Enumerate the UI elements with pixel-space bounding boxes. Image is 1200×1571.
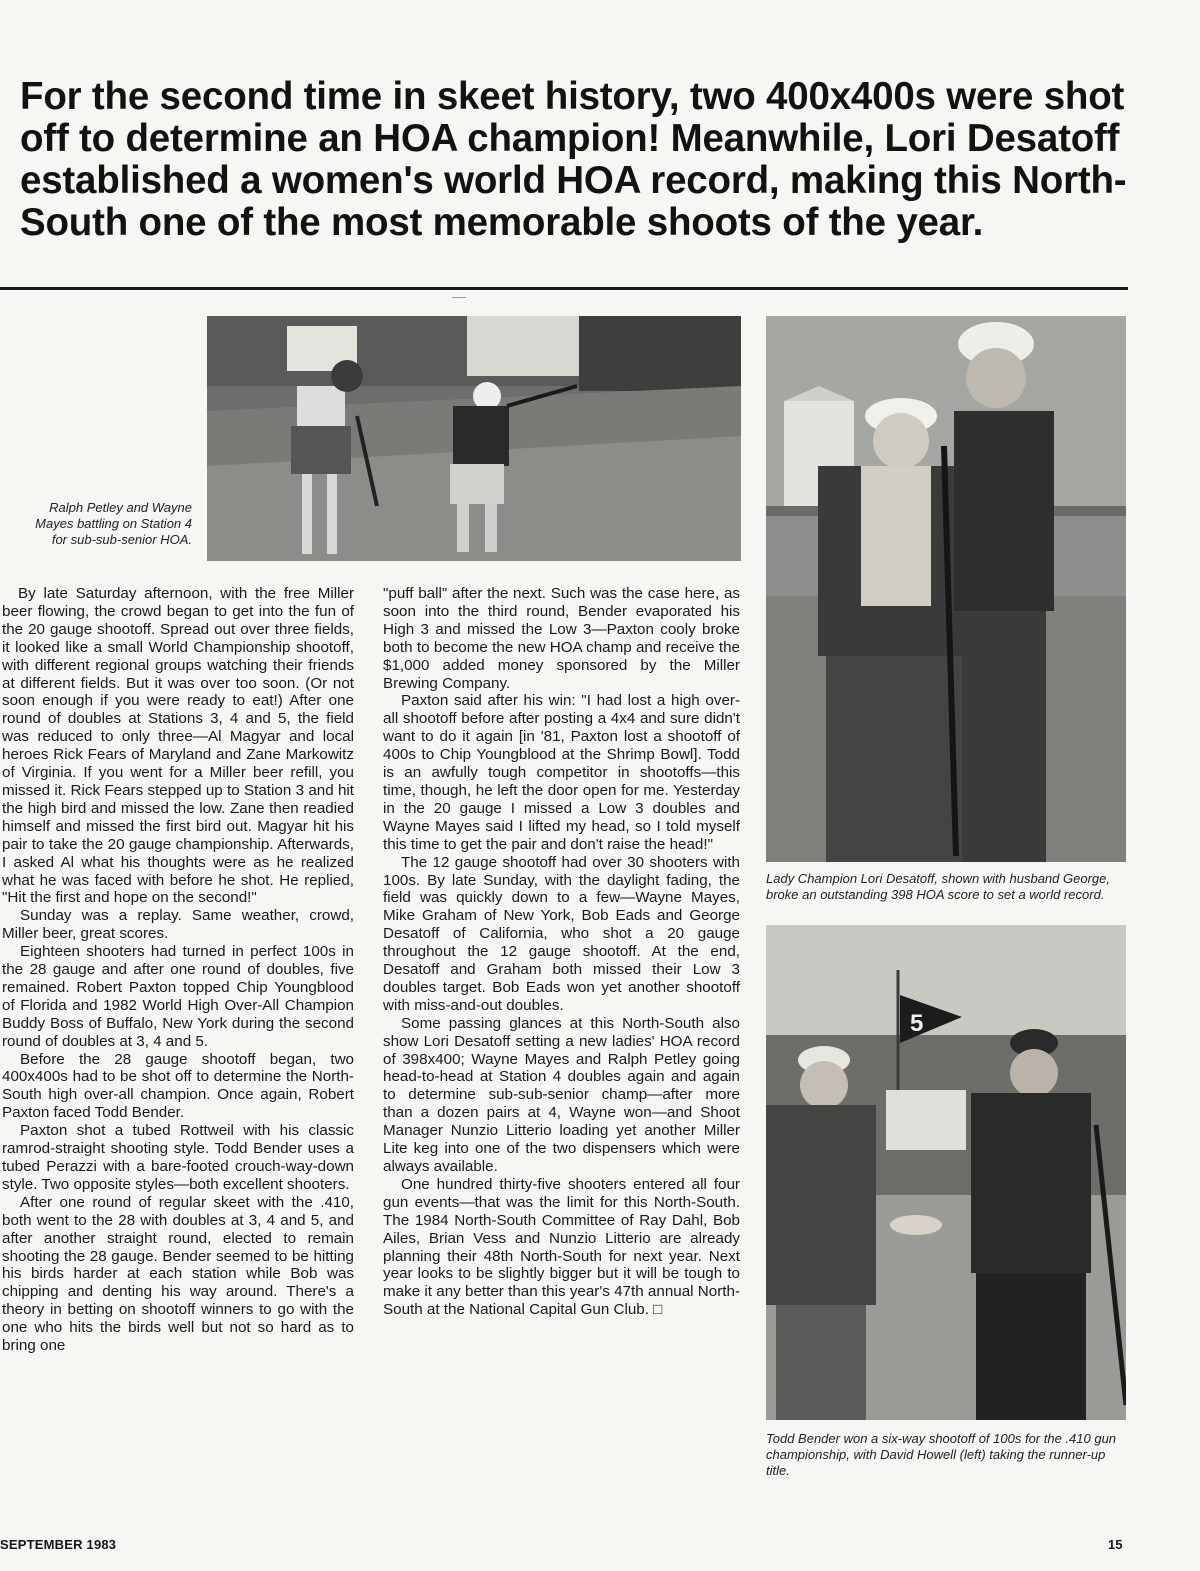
flag-number: 5 (910, 1010, 924, 1037)
col1-para-4: Before the 28 gauge shootoff began, two 400x400s had to be shot off to determine the North-South high over-all champion. Once again, Robert Paxton faced Todd Bender. (2, 1050, 354, 1122)
issue-date: SEPTEMBER 1983 (0, 1537, 117, 1552)
col2-para-2: Paxton said after his win: "I had lost a high over-all shootoff before after posting a 4x4 and sure didn't want to do it again [in '81, Paxton lost a shootoff of 400s to Chip Youngblood at the Shrimp Bowl]. Todd is an awfully tough competitor in shootoffs—this time, though, he left the door open for me. Yesterday in the 20 gauge I missed a Low 3 doubles and Wayne Mayes said I lifted my head, so I told myself this time to get the pair and don't raise the head!" (383, 692, 740, 853)
col1-para-5: Paxton shot a tubed Rottweil with his classic ramrod-straight shooting style. Todd Bender uses a tubed Perazzi with a bare-footed crouch-way-down style. Two opposite styles—both excellent shooters. (2, 1122, 354, 1193)
photo-shooters-station-4 (207, 316, 741, 561)
col1-para-3: Eighteen shooters had turned in perfect 100s in the 28 gauge and after one round of doubles, five remained. Robert Paxton topped Chip Youngblood of Florida and 1982 World High Over-All Champion Buddy Boss of Buffalo, New York during the second round of doubles at 3, 4 and 5. (2, 943, 354, 1050)
caption-desatoff: Lady Champion Lori Desatoff, shown with husband George, broke an outstanding 398 HOA score to set a world record. (766, 871, 1110, 902)
photo-bender-howell-handshake (766, 925, 1126, 1420)
caption-top-photo: Ralph Petley and Wayne Mayes battling on Station 4 for sub-sub-senior HOA. (35, 500, 192, 547)
divider-tick (452, 297, 466, 298)
article-column-1 (2, 585, 354, 1355)
col2-para-3: The 12 gauge shootoff had over 30 shooters with 100s. By late Sunday, with the daylight fading, the field was quickly down to a few—Wayne Mayes, Mike Graham of New York, Bob Eads and George Desatoff of California, who shot a 20 gauge throughout the 12 gauge shootoff. At the end, Desatoff and Graham both missed their Low 3 doubles target. Bob Eads won yet another shootoff with miss-and-out doubles. (383, 853, 740, 1014)
photo-desatoff-couple (766, 316, 1126, 862)
page-number: 15 (1108, 1537, 1123, 1552)
headline-rule (0, 287, 1128, 290)
col1-para-2: Sunday was a replay. Same weather, crowd, Miller beer, great scores. (2, 907, 354, 943)
col1-para-1: By late Saturday afternoon, with the free Miller beer flowing, the crowd began to get into the fun of the 20 gauge shootoff. Spread out over three fields, it looked like a small World Championship shootoff, with different regional groups watching their friends at different fields. But it was over too soon. (Or not soon enough if you were ready to eat!) After one round of doubles at Stations 3, 4 and 5, the field was reduced to only three—Al Magyar and local heroes Rick Fears of Maryland and Zane Markowitz of Virginia. If you went for a Miller beer refill, you missed it. Rick Fears stepped up to Station 3 and hit the high bird and missed the low. Zane then readied himself and missed the first bird out. Magyar hit his pair to take the 20 gauge championship. Afterwards, I asked Al what his thoughts were as he realized what he was faced with before he shot. He replied, "Hit the first and hope on the second!" (2, 585, 354, 907)
col2-para-5: One hundred thirty-five shooters entered all four gun events—that was the limit for this North-South. The 1984 North-South Committee of Ray Dahl, Bob Ailes, Brian Vess and Nunzio Litterio are already planning their 48th North-South for next year. Next year looks to be slightly bigger but it will be tough to make it any better than this year's 47th annual North-South at the National Capital Gun Club. □ (383, 1175, 740, 1319)
headline: For the second time in skeet history, two 400x400s were shot off to determine an HOA champion! Meanwhile, Lori Desatoff established a women's world HOA record, making this North-South one of the most memorable shoots of the year. (20, 75, 1127, 244)
col2-para-4: Some passing glances at this North-South also show Lori Desatoff setting a new ladies' HOA record of 398x400; Wayne Mayes and Ralph Petley going head-to-head at Station 4 doubles again and again to determine sub-sub-senior champ—after more than a dozen pairs at 4, Wayne won—and Shoot Manager Nunzio Litterio loading yet another Miller Lite keg into one of the two dispensers which were always available. (383, 1014, 740, 1175)
caption-bender: Todd Bender won a six-way shootoff of 100s for the .410 gun championship, with David Howell (left) taking the runner-up title. (766, 1431, 1117, 1478)
col1-para-6: After one round of regular skeet with the .410, both went to the 28 with doubles at 3, 4 and 5, and after another straight round, elected to remain shooting the 28 gauge. Bender seemed to be hitting his birds harder at each station while Bob was chipping and denting his way around. There's a theory in betting on shootoff winners to go with the one who hits the birds well but not so hard as to bring one (2, 1193, 354, 1355)
article-column-2 (383, 585, 740, 1319)
col2-para-1: "puff ball" after the next. Such was the case here, as soon into the third round, Bender evaporated his High 3 and missed the Low 3—Paxton cooly broke both to become the new HOA champ and receive the $1,000 added money sponsored by the Miller Brewing Company. (383, 585, 740, 692)
